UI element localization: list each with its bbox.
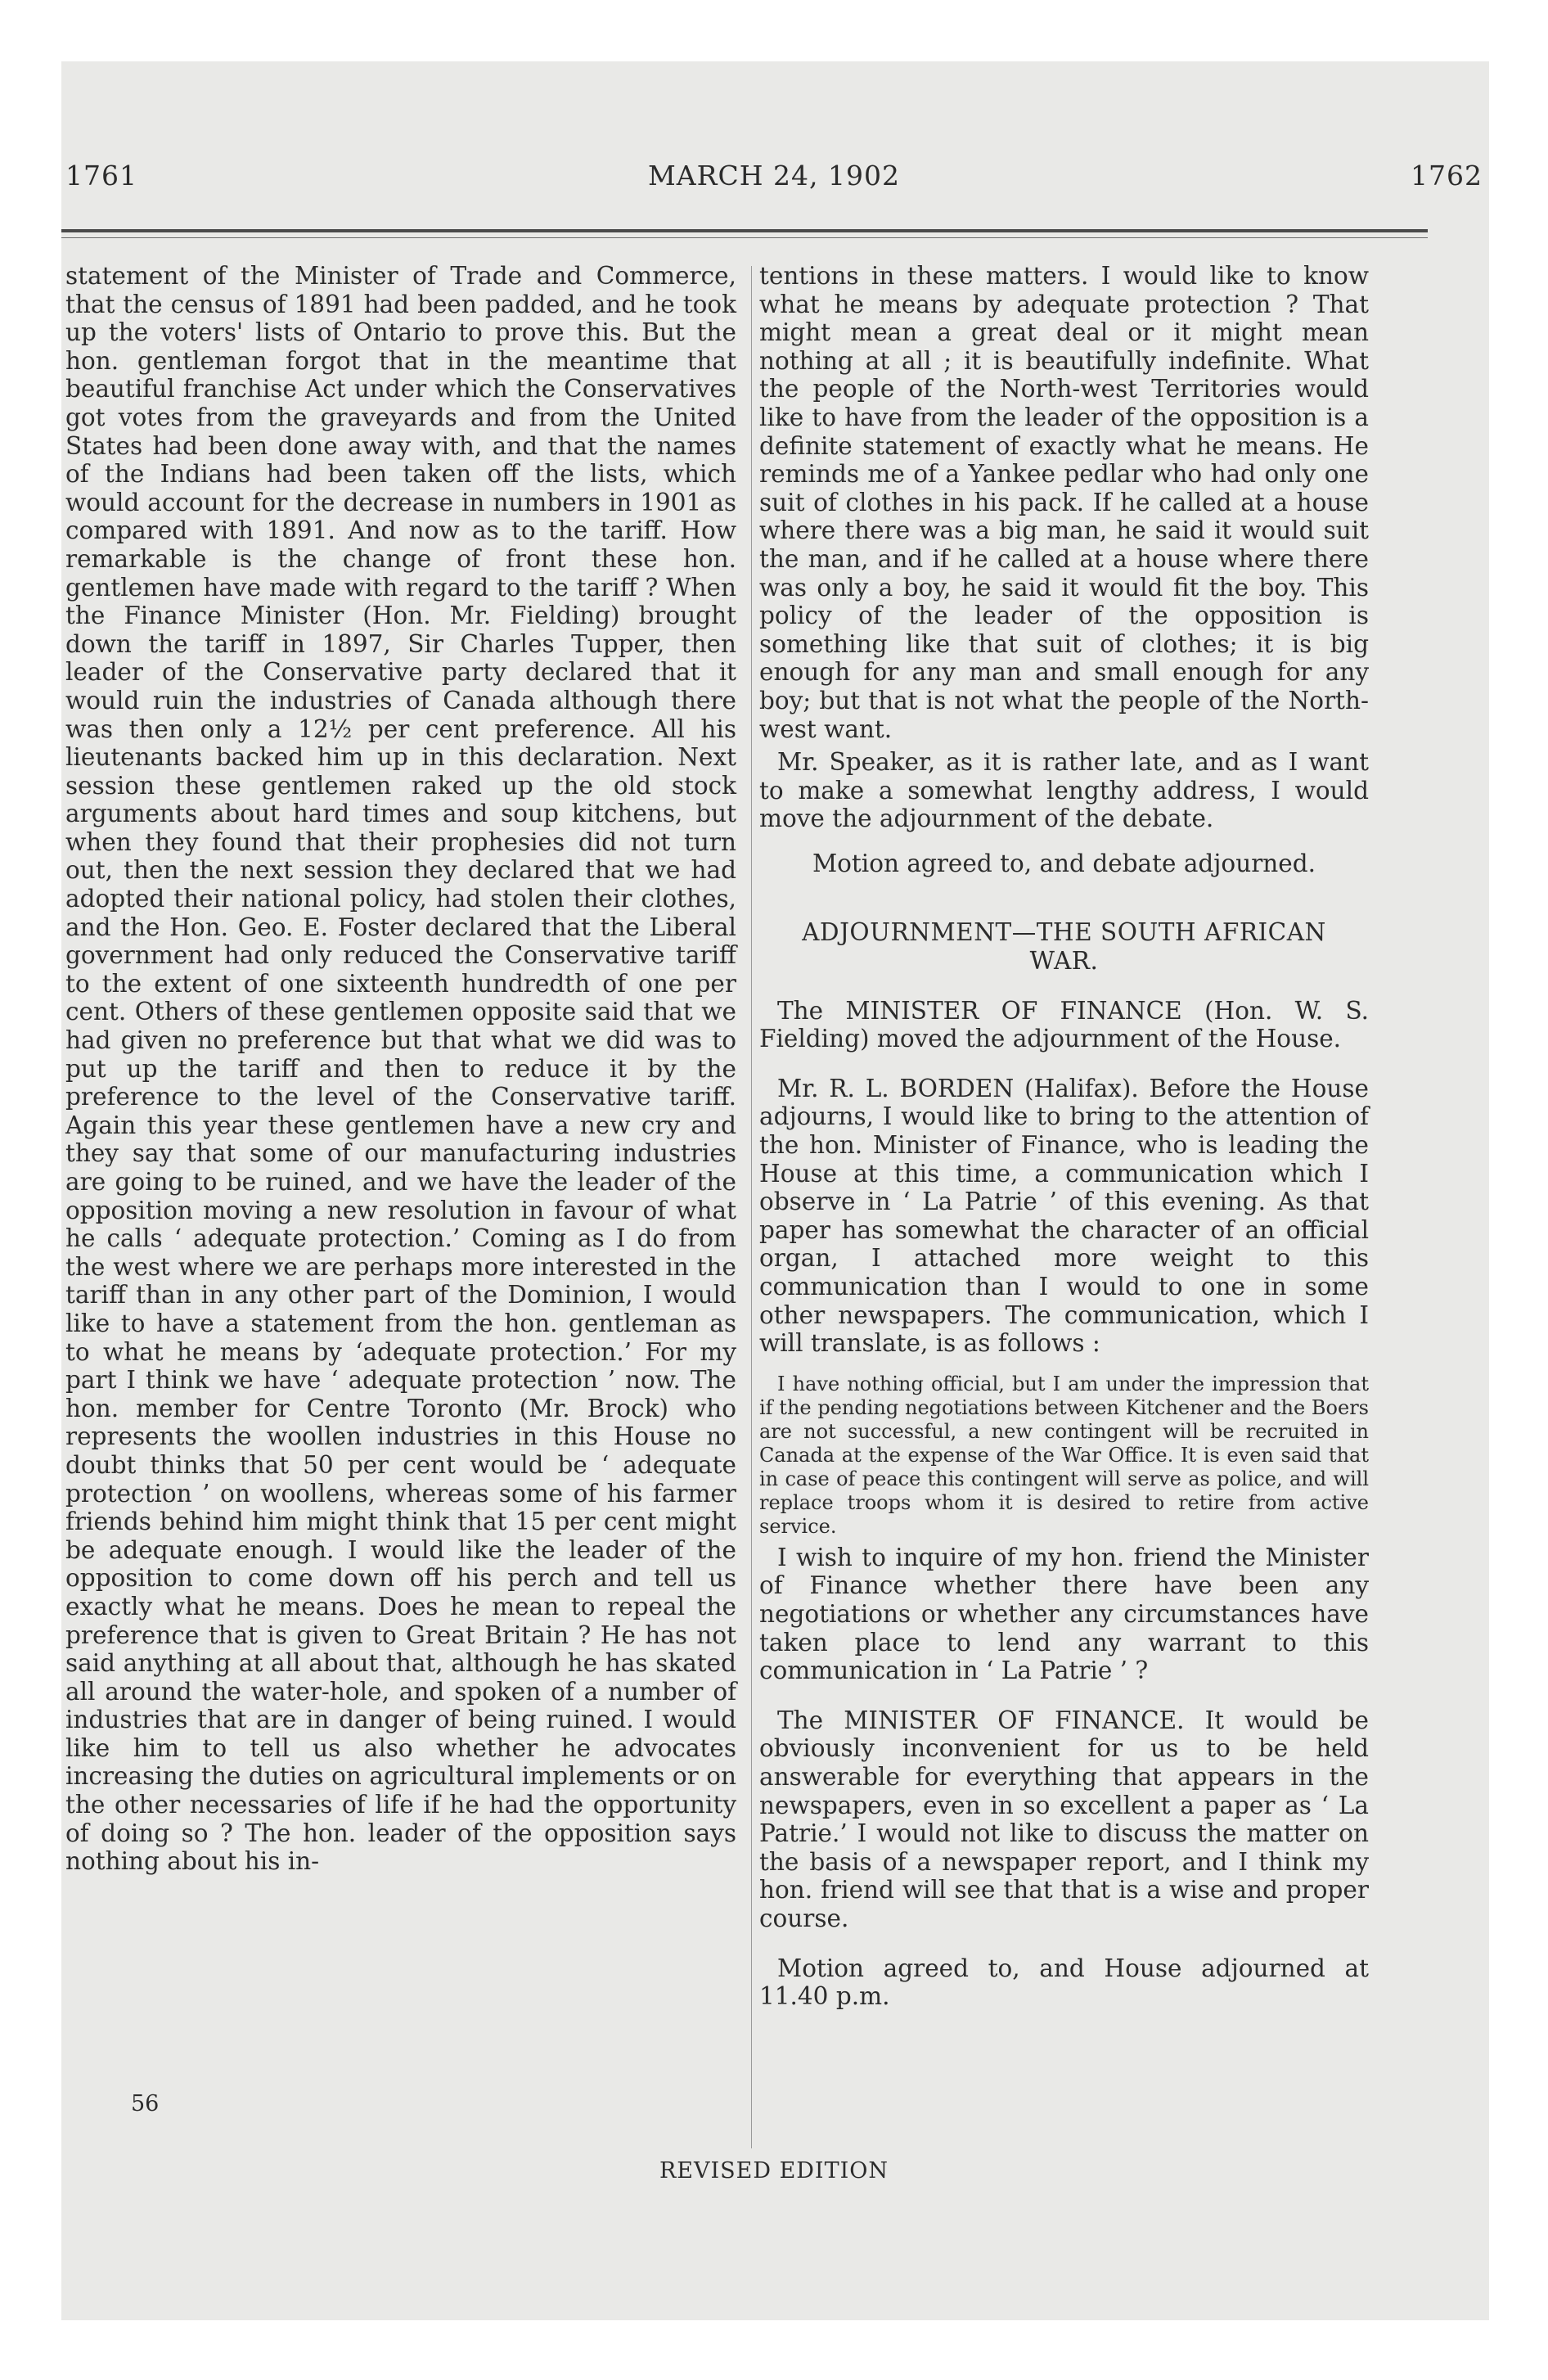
left-column-text: statement of the Minister of Trade and Commerce, that the census of 1891 had been padded, and he took up the voters' lists of Ontario to prove this. But the hon. gentleman forgot that in the meantime that beautiful franchise Act under which the Conservatives got votes from the graveyards and from the United States had been done away with, and that the names of the Indians had been taken off the lists, which would account for the decrease in numbers in 1901 as compared with 1891. And now as to the tariff. How remarkable is the change of front these hon. gentlemen have made with regard to the tariff ? When the Finance Minister (Hon. Mr. Fielding) brought down the tariff in 1897, Sir Charles Tupper, then leader of the Conservative party declared that it would ruin the industries of Canada although there was then only a 12½ per cent preference. All his lieutenants backed him up in this declaration. Next session these gentlemen raked up the old stock arguments about hard times and soup kitchens, but when they found that their prophesies did not turn out, then the next session they declared that we had adopted their national policy, had stolen their clothes, and the Hon. Geo. E. Foster declared that the Liberal government had only reduced the Conservative tariff to the extent of one sixteenth hundredth of one per cent. Others of these gentlemen opposite said that we had given no preference but that what we did was to put up the tariff and then to reduce it by the preference to the level of the Conservative tariff. Again this year these gentlemen have a new cry and they say that some of our manufacturing industries are going to be ruined, and we have the leader of the opposition moving a new resolution in favour of what he calls ‘ adequate protection.’ Coming as I do from the west where we are perhaps more interested in the tariff than in any other part of the Dominion, I would like to have a statement from the hon. gentleman as to what he means by ‘adequate protection.’ For my part I think we have ‘ adequate protection ’ now. The hon. member for Centre Toronto (Mr. Brock) who represents the woollen industries in this House no doubt thinks that 50 per cent would be ‘ adequate protection ’ on woollens, whereas some of his farmer friends behind him might think that 15 per cent might be adequate enough. I would like the leader of the opposition to come down off his perch and tell us exactly what he means. Does he mean to repeal the preference that is given to Great Britain ? He has not said anything at all about that, although he has skated all around the water-hole, and spoken of a number of industries that are in danger of being ruined. I would like him to tell us also whether he advocates increasing the duties on agricultural implements or on the other necessaries of life if he had the opportunity of doing so ? The hon. leader of the opposition says nothing about his in-: [65, 262, 736, 1876]
motion-debate-adjourned: Motion agreed to, and debate adjourned.: [812, 849, 1316, 877]
paragraph-minister-reply: The MINISTER OF FINANCE. It would be obviously inconvenient for us to be held answerable for everything that appears in the newspapers, even in so excellent a paper as ‘ La Patrie.’ I would not like to discuss the matter on the basis of a newspaper report, and I think my hon. friend will see that that is a wise and proper course.: [759, 1706, 1369, 1932]
paragraph-continuation: tentions in these matters. I would like to know what he means by adequate protection ? That might mean a great deal or it might mean nothing at all ; it is beautifully indefinite. What the people of the North-west Territories would like to have from the leader of the opposition is a definite statement of exactly what he means. He reminds me of a Yankee pedlar who had only one suit of clothes in his pack. If he called at a house where there was a big man, he said it would suit the man, and if he called at a house where there was only a boy, he said it would fit the boy. This policy of the leader of the opposition is something like that suit of clothes; it is big enough for any man and small enough for any boy; but that is not what the people of the North-west want.: [759, 262, 1369, 743]
motion-house-adjourned: Motion agreed to, and House adjourned at 11.40 p.m.: [759, 1954, 1369, 2011]
paragraph-speaker: Mr. Speaker, as it is rather late, and as I want to make a somewhat lengthy address, I would move the adjournment of the debate.: [759, 748, 1369, 833]
right-page-number: 1762: [1411, 160, 1483, 192]
quoted-communication: I have nothing official, but I am under the impression that if the pending negotiations between Kitchener and the Boers are not successful, a new contingent will be recruited in Canada at the expense of the War Office. It is even said that in case of peace this contingent will serve as police, and will replace troops whom it is desired to retire from active service.: [759, 1372, 1369, 1538]
left-page-number: 1761: [65, 160, 137, 192]
left-column: [65, 262, 736, 1876]
right-column: [759, 262, 1369, 2011]
page-header: [65, 160, 1483, 192]
paragraph-inquiry: I wish to inquire of my hon. friend the Minister of Finance whether there have been any negotiations or whether any circumstances have taken place to lend any warrant to this communication in ‘ La Patrie ’ ?: [759, 1543, 1369, 1685]
paragraph-borden: Mr. R. L. BORDEN (Halifax). Before the House adjourns, I would like to bring to the attention of the hon. Minister of Finance, who is leading the House at this time, a communication which I observe in ‘ La Patrie ’ of this evening. As that paper has somewhat the character of an official organ, I attached more weight to this communication than I would to one in some other newspapers. The communication, which I will translate, is as follows :: [759, 1074, 1369, 1358]
header-rule-thin: [61, 237, 1428, 238]
page-date: MARCH 24, 1902: [648, 160, 900, 192]
section-heading: ADJOURNMENT—THE SOUTH AFRICAN WAR.: [802, 918, 1326, 976]
paragraph-minister-motion: The MINISTER OF FINANCE (Hon. W. S. Fielding) moved the adjournment of the House.: [759, 996, 1369, 1053]
column-divider: [751, 266, 752, 2148]
signature-mark: 56: [131, 2091, 160, 2116]
footer-edition: REVISED EDITION: [659, 2158, 889, 2184]
header-rule: [61, 229, 1428, 232]
